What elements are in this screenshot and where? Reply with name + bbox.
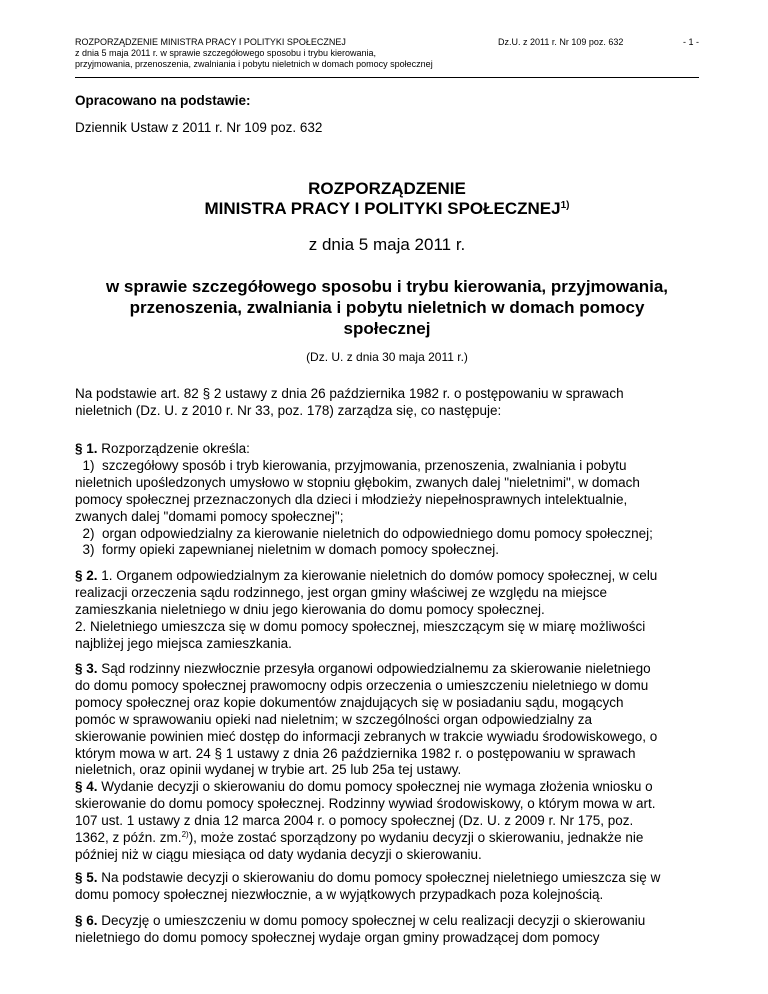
section-text: Rozporządzenie określa: (97, 441, 250, 456)
section-5 (75, 870, 699, 904)
section-line (75, 779, 699, 796)
section-line: później niż w ciągu miesiąca od daty wydania decyzji o skierowaniu. (75, 846, 482, 862)
section-line: 3) formy opieki zapewnianej nieletnim w domach pomocy społecznej. (75, 542, 499, 558)
header-title-line: przyjmowania, przenoszenia, zwalniania i pobytu nieletnich w domach pomocy społecznej (75, 59, 433, 69)
section-number: § 5. (75, 870, 98, 885)
document-title (75, 179, 699, 219)
section-1 (75, 441, 699, 559)
section-text: Sąd rodzinny niezwłocznie przesyła organowi odpowiedzialnemu za skierowanie nieletniego (97, 661, 651, 676)
section-2 (75, 568, 699, 653)
section-line: 2. Nieletniego umieszcza się w domu pomocy społecznej, mieszczącym się w miarę możliwości (75, 618, 646, 634)
section-line: realizacji orzeczenia sądu rodzinnego, jest organ gminy właściwej ze względu na miejsce (75, 584, 608, 600)
document-subject (75, 276, 699, 339)
section-line (75, 870, 699, 887)
basis-source: Dziennik Ustaw z 2011 r. Nr 109 poz. 632 (75, 120, 323, 135)
preamble-line: nieletnich (Dz. U. z 2010 r. Nr 33, poz. 178) zarządza się, co następuje: (75, 402, 502, 418)
section-line: pomocy społecznej oraz kopie dokumentów znajdujących się w posiadaniu sądu, mogących (75, 694, 624, 710)
section-text: 1362, z późn. zm. (75, 829, 182, 845)
section-line (75, 830, 699, 847)
journal-note: (Dz. U. z dnia 30 maja 2011 r.) (306, 350, 468, 364)
header-title-line: ROZPORZĄDZENIE MINISTRA PRACY I POLITYKI SPOŁECZNEJ (75, 37, 346, 47)
page-number: - 1 - (682, 37, 699, 47)
section-number: § 2. (75, 568, 98, 583)
section-number: § 6. (75, 913, 98, 928)
header-reference: Dz.U. z 2011 r. Nr 109 poz. 632 (498, 37, 624, 47)
section-line: zwanych dalej "domami pomocy społecznej"; (75, 508, 344, 524)
section-line: pomóc w sprawowaniu opieki nad nieletnim; w szczególności organ odpowiedzialny za (75, 711, 593, 727)
basis-label: Opracowano na podstawie: (75, 93, 251, 108)
section-6 (75, 913, 699, 947)
section-3 (75, 661, 699, 779)
header-title-line: z dnia 5 maja 2011 r. w sprawie szczegółowego sposobu i trybu kierowania, (75, 48, 376, 58)
section-text: Wydanie decyzji o skierowaniu do domu pomocy społecznej nie wymaga złożenia wniosku o (97, 779, 653, 794)
section-4 (75, 779, 699, 864)
title-line: ROZPORZĄDZENIE (308, 179, 466, 198)
section-line: nieletnich upośledzonych umysłowo w stopniu głębokim, zwanych dalej "nieletnimi", w domach (75, 474, 640, 490)
section-line (75, 568, 699, 585)
section-line: którym mowa w art. 24 § 1 ustawy z dnia 26 października 1982 r. o postępowaniu w sprawach (75, 745, 636, 761)
section-text: Decyzję o umieszczeniu w domu pomocy społecznej w celu realizacji decyzji o skierowaniu (97, 913, 646, 928)
running-header (75, 37, 699, 81)
header-title (75, 37, 495, 70)
title-line-text: MINISTRA PRACY I POLITYKI SPOŁECZNEJ (204, 199, 561, 218)
section-text: 1. Organem odpowiedzialnym za kierowanie nieletnich do domów pomocy społecznej, w celu (97, 568, 658, 583)
section-line: 2) organ odpowiedzialny za kierowanie nieletnich do odpowiedniego domu pomocy społecznej; (75, 525, 653, 541)
preamble (75, 386, 699, 420)
header-divider (75, 77, 699, 78)
section-line: nieletniego do domu pomocy społecznej wydaje organ gminy prowadzącej dom pomocy (75, 929, 600, 945)
section-line (75, 441, 699, 458)
title-line (75, 199, 699, 219)
section-line: skierowanie powinien mieć dostęp do informacji zebranych w trakcie wywiadu środowiskowego, o (75, 728, 658, 744)
section-number: § 1. (75, 441, 98, 456)
section-number: § 4. (75, 779, 98, 794)
footnote-mark: 2) (181, 829, 189, 839)
section-line: do domu pomocy społecznej prawomocny odpis orzeczenia o umieszczeniu nieletniego w domu (75, 677, 649, 693)
section-line: 1) szczegółowy sposób i tryb kierowania, przyjmowania, przenoszenia, zwalniania i pobytu (75, 457, 627, 473)
subject-line: społecznej (343, 319, 431, 338)
section-line: najbliżej jego miejsca zamieszkania. (75, 635, 292, 651)
section-text: ), może zostać sporządzony po wydaniu decyzji o skierowaniu, jednakże nie (188, 829, 644, 845)
subject-line: w sprawie szczegółowego sposobu i trybu kierowania, przyjmowania, (105, 277, 669, 296)
section-line: domu pomocy społecznej niezwłocznie, a w wyjątkowych przypadkach poza kolejnością. (75, 886, 604, 902)
section-number: § 3. (75, 661, 98, 676)
section-text: Na podstawie decyzji o skierowaniu do domu pomocy społecznej nieletniego umieszcza się w (97, 870, 661, 885)
section-line: skierowanie do domu pomocy społecznej. Rodzinny wywiad środowiskowy, o którym mowa w art. (75, 795, 656, 811)
section-line (75, 661, 699, 678)
preamble-line: Na podstawie art. 82 § 2 ustawy z dnia 26 października 1982 r. o postępowaniu w sprawach (75, 386, 624, 401)
section-line: pomocy społecznej przeznaczonych dla dzieci i młodzieży niepełnosprawnych intelektualnie, (75, 491, 628, 507)
title-footnote-mark: 1) (560, 200, 570, 211)
subject-line: przenoszenia, zwalniania i pobytu nieletnich w domach pomocy (129, 298, 645, 317)
section-line (75, 913, 699, 930)
section-line: 107 ust. 1 ustawy z dnia 12 marca 2004 r. o pomocy społecznej (Dz. U. z 2009 r. Nr 175, poz. (75, 812, 634, 828)
section-line: nieletnich, oraz opinii wydanej w trybie art. 25 lub 25a tej ustawy. (75, 762, 462, 778)
section-line: zamieszkania nieletniego w dniu jego kierowania do domu pomocy społecznej. (75, 601, 545, 617)
document-date: z dnia 5 maja 2011 r. (308, 235, 466, 254)
